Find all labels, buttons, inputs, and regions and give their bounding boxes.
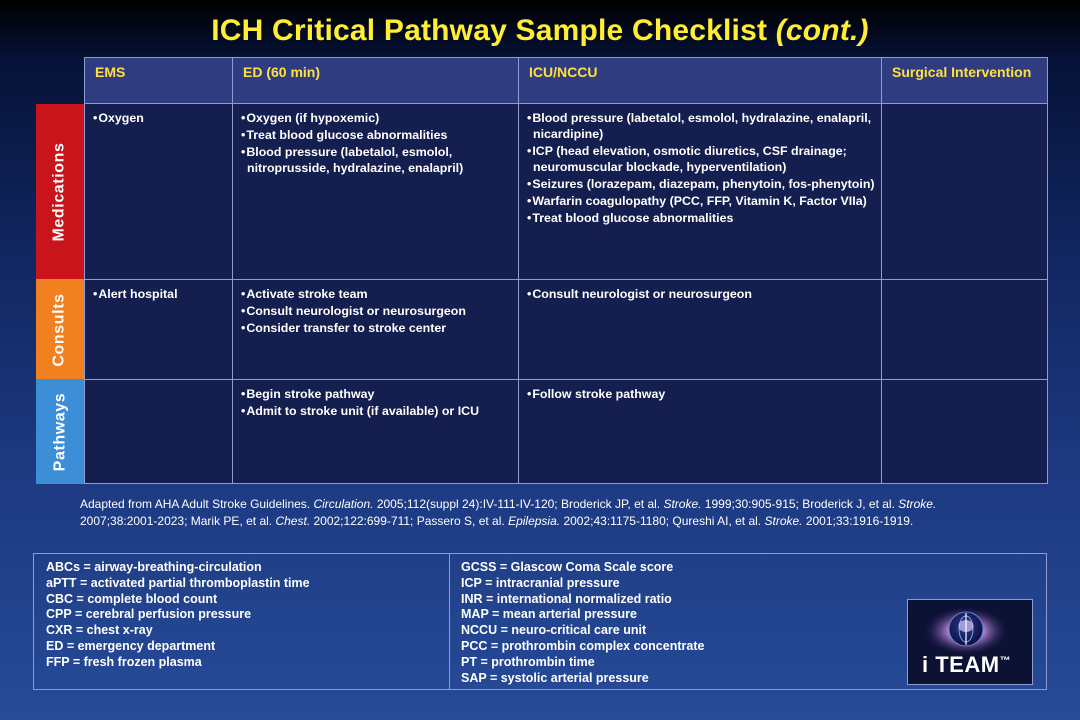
title-suffix: (cont.)	[775, 14, 869, 47]
abbreviation-entry: PCC = prothrombin complex concentrate	[461, 638, 705, 653]
abbreviations-left	[46, 560, 310, 671]
bullet-item: • Consult neurologist or neurosurgeon	[240, 303, 514, 319]
bullet-item: • Oxygen (if hypoxemic)	[240, 110, 514, 126]
bullet-item: • Oxygen	[92, 110, 228, 126]
abbreviation-entry: SAP = systolic arterial pressure	[461, 670, 649, 685]
abbreviation-entry: MAP = mean arterial pressure	[461, 607, 637, 622]
abbreviation-entry: NCCU = neuro-critical care unit	[461, 623, 647, 638]
abbreviation-entry: PT = prothrombin time	[461, 654, 595, 669]
abbreviation-entry: ED = emergency department	[46, 638, 216, 653]
medications-icu-cell	[518, 103, 882, 280]
pathways-icu-cell	[518, 379, 882, 484]
row-label-consults: Consults	[36, 279, 84, 380]
column-header-icu: ICU/NCCU	[518, 57, 882, 104]
bullet-item: • Seizures (lorazepam, diazepam, phenytoin, fos-phenytoin)	[526, 176, 877, 192]
abbreviations-box	[33, 553, 1047, 690]
bullet-item: • Begin stroke pathway	[240, 386, 514, 402]
bullet-item: • Activate stroke team	[240, 286, 514, 302]
abbreviations-right	[461, 560, 704, 686]
bullet-item: • Consult neurologist or neurosurgeon	[526, 286, 877, 302]
bullet-item: • Admit to stroke unit (if available) or ICU	[240, 403, 514, 419]
medications-surgical-cell	[881, 103, 1048, 280]
bullet-item: • Blood pressure (labetalol, esmolol, nitroprusside, hydralazine, enalapril)	[240, 144, 514, 176]
bullet-item: • Treat blood glucose abnormalities	[526, 210, 877, 226]
bullet-item: • Alert hospital	[92, 286, 228, 302]
abbreviation-entry: INR = international normalized ratio	[461, 591, 672, 606]
pathways-ed-cell	[232, 379, 519, 484]
bullet-item: • Warfarin coagulopathy (PCC, FFP, Vitamin K, Factor VIIa)	[526, 193, 877, 209]
row-label-pathways: Pathways	[36, 379, 84, 484]
logo-text: i TEAM™	[922, 652, 1012, 677]
abbreviation-entry: aPTT = activated partial thromboplastin time	[46, 575, 310, 590]
consults-ed-cell	[232, 279, 519, 380]
abbreviations-divider	[449, 554, 450, 689]
bullet-item: • Follow stroke pathway	[526, 386, 877, 402]
pathways-surgical-cell	[881, 379, 1048, 484]
page-title	[0, 14, 1080, 48]
title-main: ICH Critical Pathway Sample Checklist	[211, 14, 776, 47]
citation-text: Adapted from AHA Adult Stroke Guidelines. Circulation. 2005;112(suppl 24):IV-111-IV-120; Broderick JP, et al. Stroke. 1999;30:905-915; Broderick J, et al. Stroke. 2007;38:2001-2023; Marik PE, et al. Chest. 2002;122:699-711; Passero S, et al. Epilepsia. 2002;43:1175-1180; Qureshi AI, et al. Stroke. 2001;33:1916-1919.	[80, 497, 937, 528]
column-header-ed: ED (60 min)	[232, 57, 519, 104]
bullet-item: • Blood pressure (labetalol, esmolol, hydralazine, enalapril, nicardipine)	[526, 110, 877, 142]
bullet-item: • Treat blood glucose abnormalities	[240, 127, 514, 143]
medications-ems-cell	[84, 103, 233, 280]
abbreviation-entry: ICP = intracranial pressure	[461, 575, 620, 590]
column-header-ems: EMS	[84, 57, 233, 104]
iteam-logo	[907, 599, 1033, 685]
column-header-surgical: Surgical Intervention	[881, 57, 1048, 104]
consults-icu-cell	[518, 279, 882, 380]
abbreviation-entry: CPP = cerebral perfusion pressure	[46, 607, 252, 622]
abbreviation-entry: ABCs = airway-breathing-circulation	[46, 560, 262, 574]
brain-globe-icon	[908, 600, 1032, 656]
checklist-table	[36, 57, 1048, 484]
abbreviation-entry: CBC = complete blood count	[46, 591, 218, 606]
consults-surgical-cell	[881, 279, 1048, 380]
abbreviation-entry: FFP = fresh frozen plasma	[46, 654, 202, 669]
abbreviation-entry: CXR = chest x-ray	[46, 623, 153, 638]
bullet-item: • ICP (head elevation, osmotic diuretics, CSF drainage; neuromuscular blockade, hyperventilation)	[526, 143, 877, 175]
abbreviation-entry: GCSS = Glascow Coma Scale score	[461, 560, 674, 574]
pathways-ems-cell	[84, 379, 233, 484]
medications-ed-cell	[232, 103, 519, 280]
consults-ems-cell	[84, 279, 233, 380]
row-label-medications: Medications	[36, 104, 84, 279]
bullet-item: • Consider transfer to stroke center	[240, 320, 514, 336]
